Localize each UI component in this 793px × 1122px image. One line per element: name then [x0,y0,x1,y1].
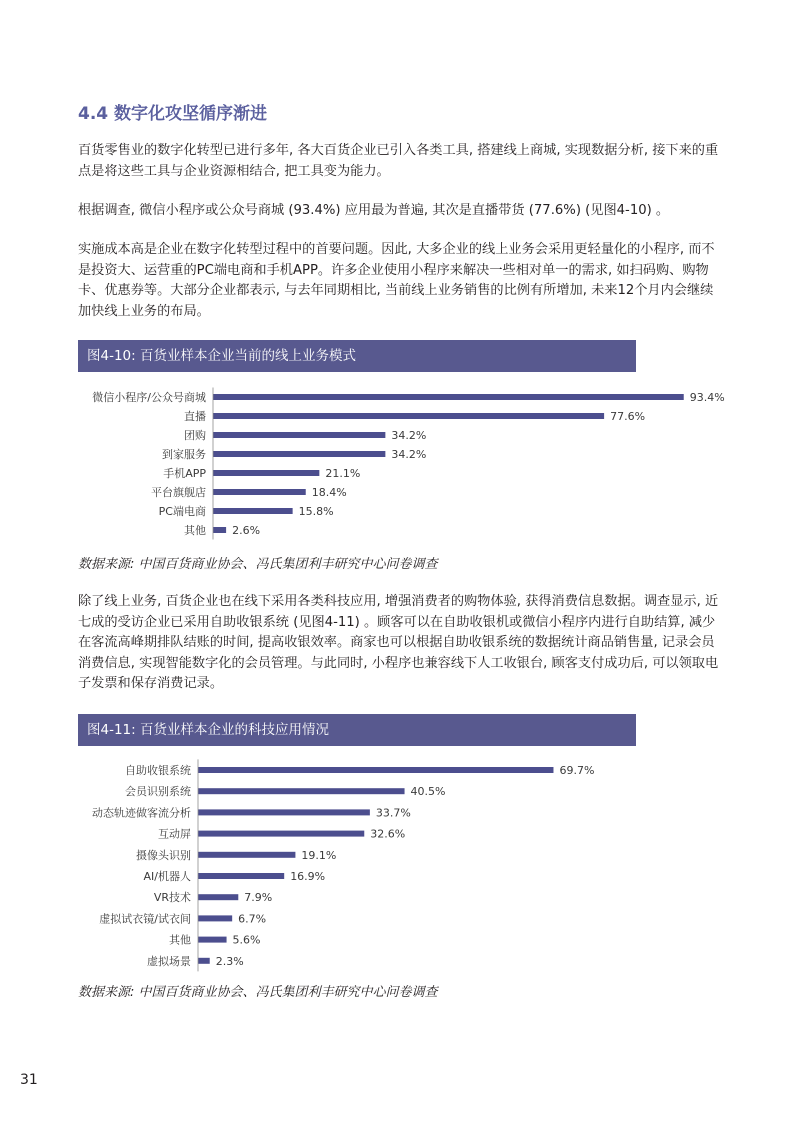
category-label: 直播 [184,410,206,423]
figure-4-11-chart [78,760,638,972]
value-label: 40.5% [410,785,446,799]
bar [198,809,370,815]
category-label: PC端电商 [158,505,206,518]
bar [213,527,226,533]
value-label: 7.9% [244,891,273,905]
figure-4-11-title: 图4-11: 百货业样本企业的科技应用情况 [78,714,636,746]
category-label: 互动屏 [158,827,191,841]
figure-4-10-chart [78,387,725,542]
paragraph-intro: 百货零售业的数字化转型已进行多年, 各大百货企业已引入各类工具, 搭建线上商城, 实现数据分析, 接下来的重点是将这些工具与企业资源相结合, 把工具变为能力。 [78,143,719,179]
category-label: 会员识别系统 [125,785,191,799]
bar [213,432,385,438]
value-label: 2.6% [232,524,261,537]
page-number: 31 [20,1072,38,1088]
paragraph-cost: 实施成本高是企业在数字化转型过程中的首要问题。因此, 大多企业的线上业务会采用更轻量化的小程序, 而不是投资大、运营重的PC端电商和手机APP。许多企业使用小程序来解决一些相对单一的需求, 如扫码购、购物卡、优惠券等。大部分企业都表示, 与去年同期相比, 当前线上业务销售的比例有所增加, 未来12个月内会继续加快线上业务的布局。 [78,242,715,319]
paragraph-offline: 除了线上业务, 百货企业也在线下采用各类科技应用, 增强消费者的购物体验, 获得消费信息数据。调查显示, 近七成的受访企业已采用自助收银系统 (见图4-11) 。顾客可以在自助收银机或微信小程序内进行自助结算, 减少在客流高峰期排队结账的时间, 提高收银效率。商家也可以根据自助收银系统的数据统计商品销售量, 记录会员消费信息, 实现智能数字化的会员管理。与此同时, 小程序也兼容线下人工收银台, 顾客支付成功后, 可以领取电子发票和保存消费记录。 [78,594,719,691]
category-label: 动态轨迹做客流分析 [92,806,191,820]
category-label: 平台旗舰店 [151,486,206,499]
value-label: 2.3% [215,954,244,968]
figure-4-10-source: 数据来源: 中国百货商业协会、冯氏集团利丰研究中心问卷调查 [78,557,438,572]
value-label: 34.2% [391,429,427,442]
value-label: 6.7% [238,912,267,926]
value-label: 33.7% [375,806,411,820]
value-label: 32.6% [370,827,406,841]
bar [213,451,385,457]
online-business-bar-chart [78,387,725,542]
tech-application-bar-chart [78,760,638,972]
value-label: 34.2% [391,448,427,461]
value-label: 15.8% [298,505,334,518]
section-heading: 4.4 数字化攻坚循序渐进 [78,104,268,124]
value-label: 18.4% [311,486,347,499]
value-label: 21.1% [325,467,361,480]
category-label: 摄像头识别 [136,848,191,862]
figure-4-10-title: 图4-10: 百货业样本企业当前的线上业务模式 [78,340,636,372]
category-label: 其他 [184,524,206,537]
value-label: 19.1% [301,848,337,862]
bar [198,894,238,900]
category-label: 虚拟试衣镜/试衣间 [99,912,191,926]
bar [198,831,364,837]
category-label: 微信小程序/公众号商城 [92,391,206,404]
bar [213,470,319,476]
category-label: 团购 [184,429,206,442]
category-label: 自助收银系统 [125,764,191,777]
bar [198,937,227,943]
value-label: 16.9% [290,870,326,883]
category-label: VR技术 [153,891,191,905]
category-label: 虚拟场景 [147,954,191,968]
figure-4-11-source: 数据来源: 中国百货商业协会、冯氏集团利丰研究中心问卷调查 [78,985,438,1000]
category-label: 到家服务 [162,448,206,461]
category-label: AI/机器人 [143,870,191,883]
value-label: 69.7% [559,764,595,777]
bar [213,394,684,400]
value-label: 77.6% [610,410,646,423]
bar [213,489,306,495]
bar [198,852,295,858]
bar [198,958,210,964]
bar [198,873,284,879]
value-label: 93.4% [689,391,725,404]
bar [198,767,553,773]
bar [213,413,604,419]
value-label: 5.6% [232,933,261,947]
bar [198,915,232,921]
category-label: 其他 [169,933,191,947]
bar [213,508,293,514]
bar [198,788,405,794]
category-label: 手机APP [163,467,206,480]
paragraph-survey: 根据调查, 微信小程序或公众号商城 (93.4%) 应用最为普遍, 其次是直播带货 (77.6%) (见图4-10) 。 [78,203,670,218]
